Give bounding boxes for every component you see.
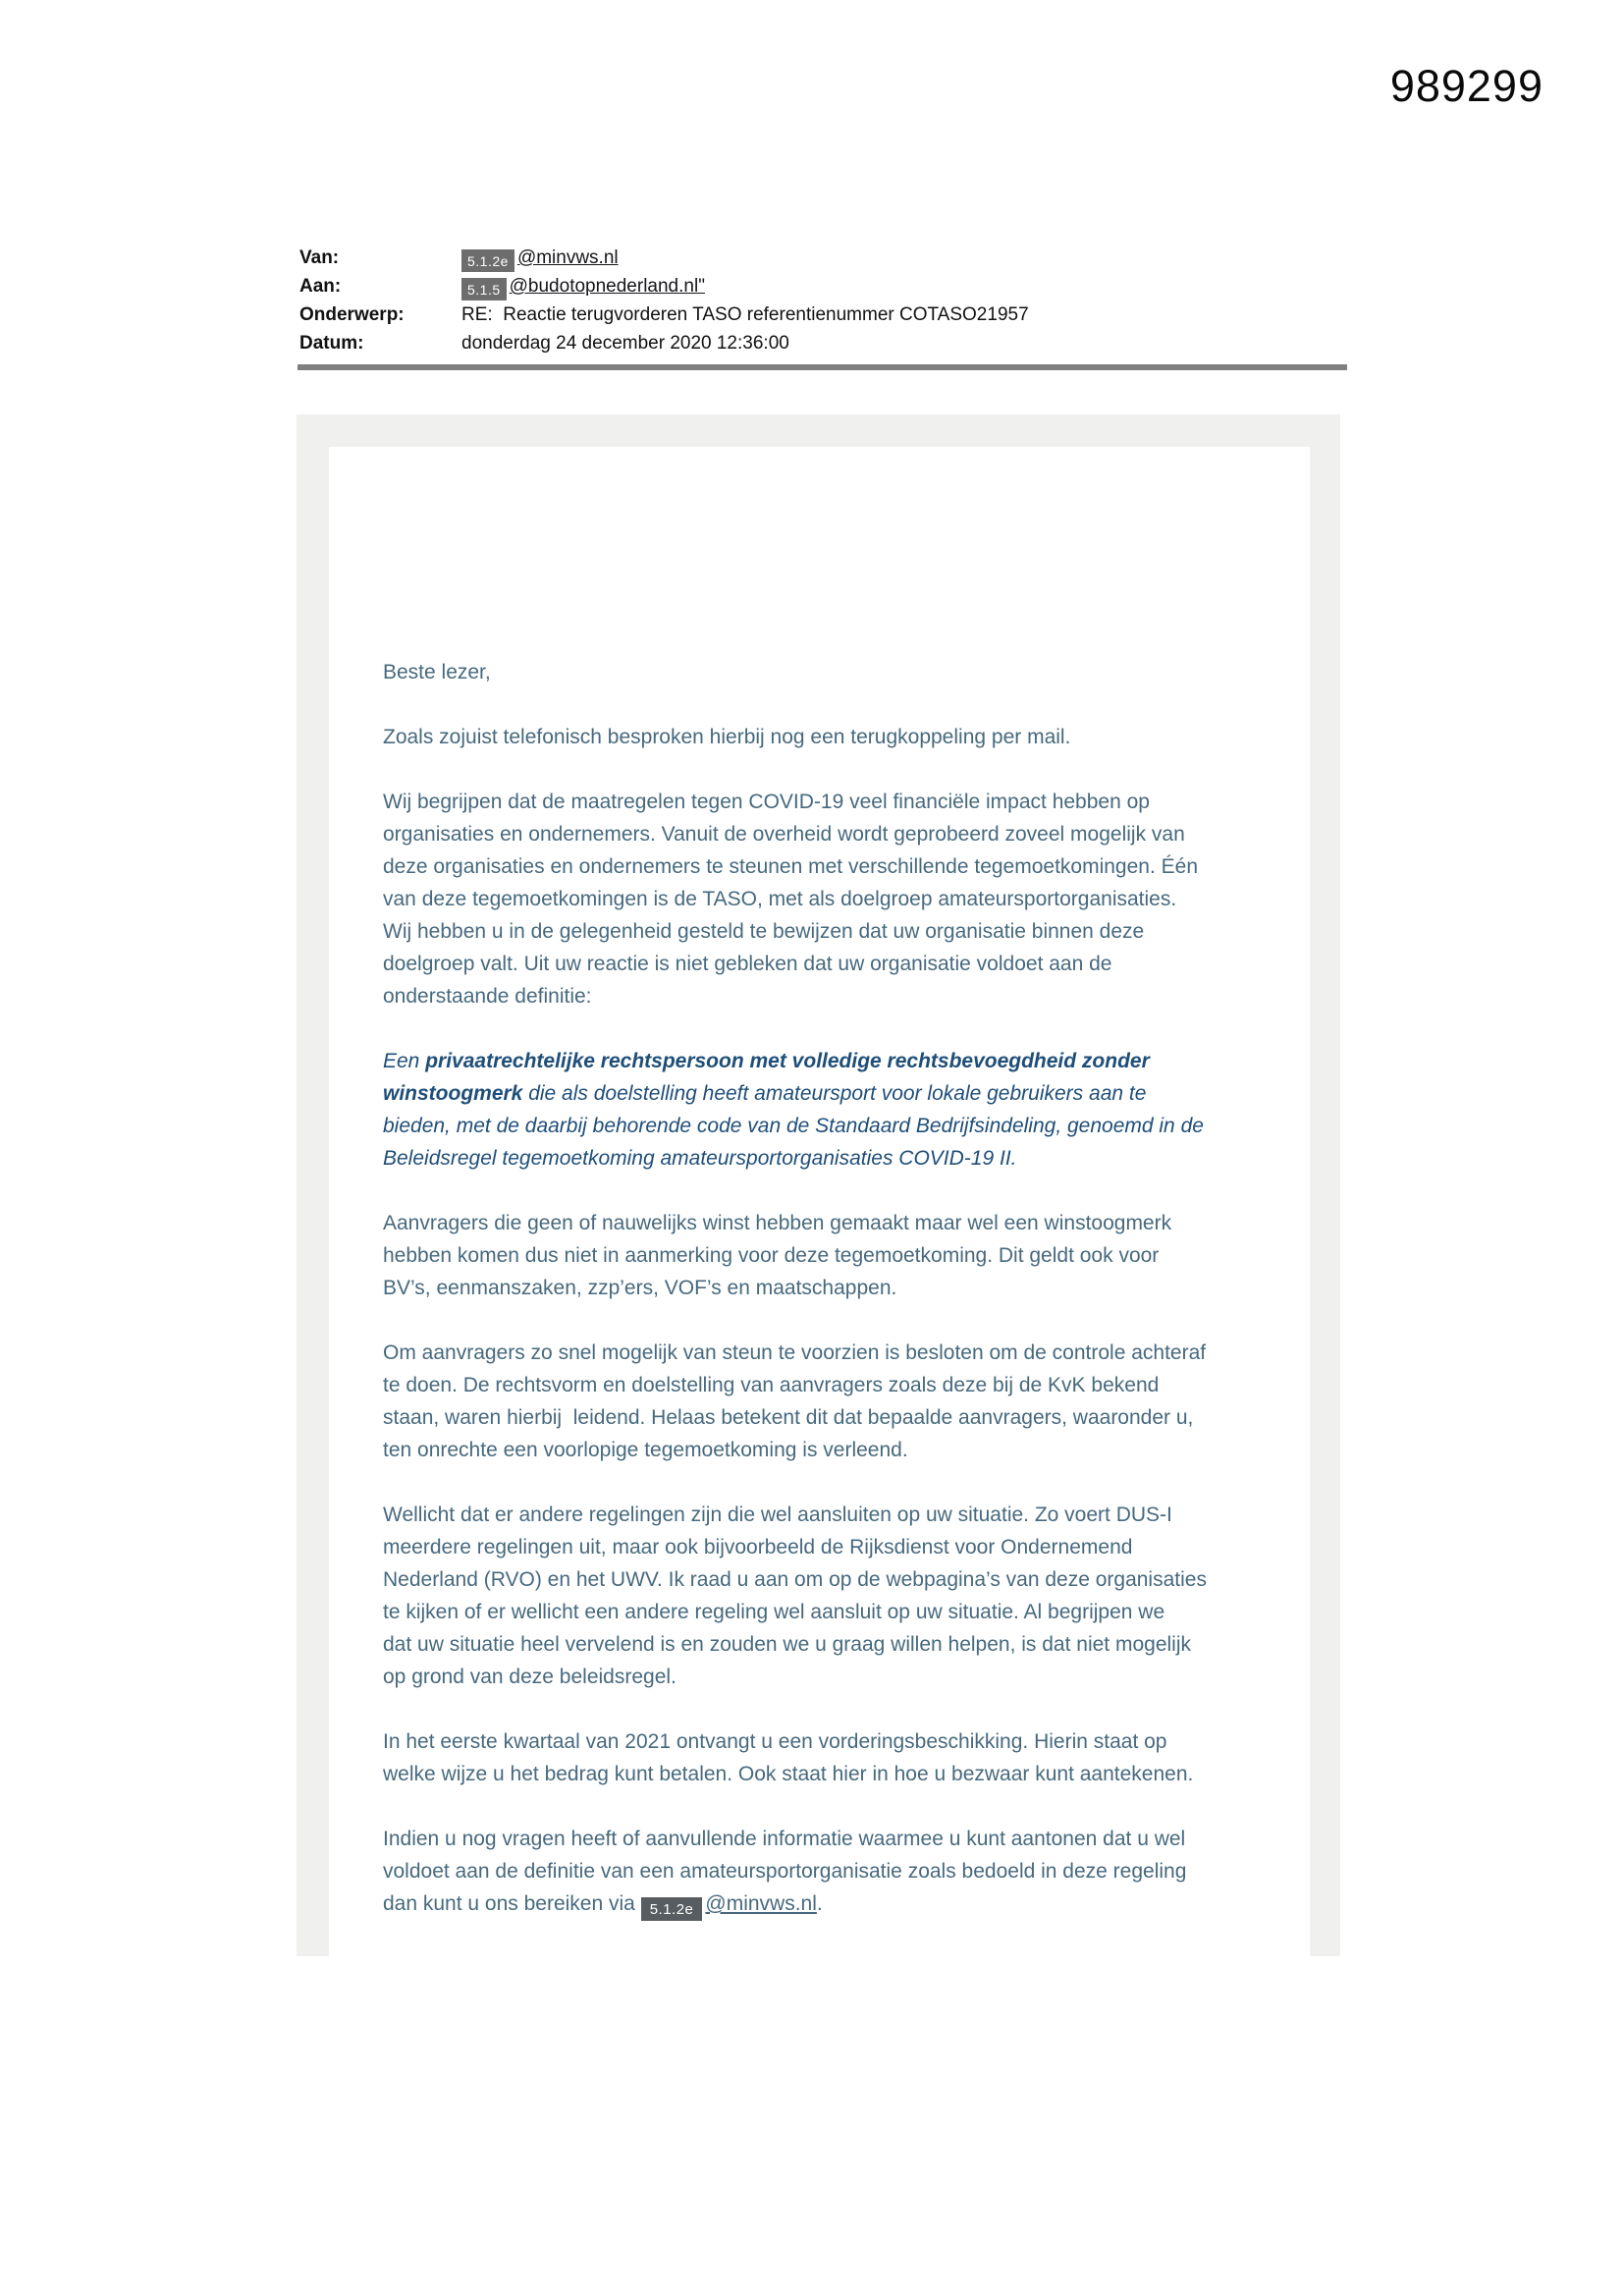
body-line [383, 1142, 1310, 1175]
body-text: op grond van deze beleidsregel. [383, 1666, 677, 1688]
body-line [383, 1758, 1310, 1790]
body-paragraph [383, 656, 1310, 688]
body-paragraph [383, 1045, 1310, 1175]
email-page [329, 447, 1310, 1956]
header-value [461, 304, 1029, 326]
body-line [383, 1661, 1310, 1693]
body-text: . [816, 1892, 823, 1915]
body-text: ten onrechte een voorlopige tegemoetkoming is verleend. [383, 1439, 908, 1461]
header-label: Van: [299, 247, 340, 268]
body-text: RE: Reactie terugvorderen TASO referentienummer COTASO21957 [461, 304, 1029, 325]
body-text: dat uw situatie heel vervelend is en zouden we u graag willen helpen, is dat niet mogelijk [383, 1633, 1191, 1656]
body-text: dan kunt u ons bereiken via [383, 1892, 641, 1915]
body-line [383, 818, 1310, 850]
body-line [383, 656, 1310, 688]
header-label: Aan: [299, 276, 342, 297]
body-paragraph [383, 1823, 1310, 1921]
body-line [383, 1045, 1310, 1077]
header-value [461, 276, 705, 301]
header-label: Onderwerp: [299, 304, 405, 325]
body-text: te doen. De rechtsvorm en doelstelling van aanvragers zoals deze bij de KvK bekend [383, 1374, 1160, 1396]
body-text: Wij hebben u in de gelegenheid gesteld te bewijzen dat uw organisatie binnen deze [383, 920, 1145, 943]
body-line [383, 1369, 1310, 1401]
body-text: doelgroep valt. Uit uw reactie is niet gebleken dat uw organisatie voldoet aan de [383, 953, 1112, 975]
body-line [383, 1628, 1310, 1661]
body-text: meerdere regelingen uit, maar ook bijvoorbeeld de Rijksdienst voor Ondernemend [383, 1536, 1133, 1558]
body-paragraph [383, 1725, 1310, 1790]
doc-number: 989299 [1389, 61, 1543, 111]
body-text: deze organisaties en ondernemers te steunen met verschillende tegemoetkomingen. Één [383, 855, 1199, 878]
email-content-frame [297, 414, 1340, 1956]
body-line [383, 1596, 1310, 1628]
body-line [383, 948, 1310, 980]
email-link[interactable]: @budotopnederland.nl" [509, 276, 705, 297]
body-text: hebben komen dus niet in aanmerking voor deze tegemoetkoming. Dit geldt ook voor [383, 1244, 1160, 1267]
body-paragraph [383, 1499, 1310, 1693]
body-text: donderdag 24 december 2020 12:36:00 [461, 333, 789, 354]
body-paragraph [383, 1337, 1310, 1466]
body-text: onderstaande definitie: [383, 985, 592, 1008]
body-text: staan, waren hierbij leidend. Helaas betekent dit dat bepaalde aanvragers, waaronder u, [383, 1406, 1194, 1429]
redaction-box: 5.1.2e [641, 1897, 703, 1921]
header-row [299, 304, 1350, 333]
body-text: Wij begrijpen dat de maatregelen tegen COVID-19 veel financiële impact hebben op [383, 791, 1150, 813]
body-text: Wellicht dat er andere regelingen zijn die wel aansluiten op uw situatie. Zo voert DUS-I [383, 1503, 1172, 1526]
body-text: van deze tegemoetkomingen is de TASO, met als doelgroep amateursportorganisaties. [383, 888, 1177, 910]
body-line [383, 1725, 1310, 1758]
header-divider [298, 364, 1347, 370]
body-line [383, 1531, 1310, 1563]
body-paragraph [383, 721, 1310, 753]
body-line [383, 786, 1310, 818]
body-line [383, 1823, 1310, 1855]
body-line [383, 850, 1310, 883]
header-value [461, 333, 789, 355]
redaction-box: 5.1.5 [461, 278, 507, 301]
body-line [383, 1077, 1310, 1110]
body-line [383, 1401, 1310, 1434]
email-link[interactable]: @minvws.nl [516, 247, 619, 268]
body-text: Zoals zojuist telefonisch besproken hierbij nog een terugkoppeling per mail. [383, 726, 1071, 748]
body-text: BV’s, eenmanszaken, zzp’ers, VOF’s en maatschappen. [383, 1277, 897, 1299]
body-line [383, 1337, 1310, 1369]
body-line [383, 915, 1310, 948]
body-line [383, 883, 1310, 915]
header-row [299, 333, 1350, 361]
body-text: te kijken of er wellicht een andere regeling wel aansluit op uw situatie. Al begrijpen we [383, 1601, 1165, 1623]
body-line [383, 1855, 1310, 1887]
email-link[interactable]: @minvws.nl [705, 1892, 817, 1915]
body-line [383, 1434, 1310, 1466]
body-line [383, 721, 1310, 753]
definition-text: Een [383, 1050, 426, 1072]
body-line [383, 1887, 1310, 1921]
definition-text: Beleidsregel tegemoetkoming amateursportorganisaties COVID-19 II. [383, 1147, 1017, 1170]
header-label: Datum: [299, 333, 364, 354]
body-text: organisaties en ondernemers. Vanuit de overheid wordt geprobeerd zoveel mogelijk van [383, 823, 1185, 846]
definition-text-bold: winstoogmerk [383, 1082, 523, 1105]
body-text: Indien u nog vragen heeft of aanvullende informatie waarmee u kunt aantonen dat u wel [383, 1828, 1186, 1850]
body-line [383, 1272, 1310, 1304]
definition-text-bold: privaatrechtelijke rechtspersoon met volledige rechtsbevoegdheid zonder [425, 1050, 1150, 1072]
header-value [461, 247, 619, 272]
email-header [299, 247, 1350, 361]
body-line [383, 1499, 1310, 1531]
body-text: welke wijze u het bedrag kunt betalen. Ook staat hier in hoe u bezwaar kunt aantekenen. [383, 1763, 1194, 1785]
body-text: In het eerste kwartaal van 2021 ontvangt u een vorderingsbeschikking. Hierin staat op [383, 1730, 1167, 1753]
redaction-box: 5.1.2e [461, 249, 514, 272]
body-text: Beste lezer, [383, 661, 491, 683]
body-text: Om aanvragers zo snel mogelijk van steun te voorzien is besloten om de controle achteraf [383, 1341, 1207, 1364]
definition-text: bieden, met de daarbij behorende code van de Standaard Bedrijfsindeling, genoemd in de [383, 1115, 1204, 1137]
header-row [299, 276, 1350, 304]
body-text: voldoet aan de definitie van een amateursportorganisatie zoals bedoeld in deze regeling [383, 1860, 1187, 1883]
email-body [383, 656, 1310, 1953]
body-line [383, 1563, 1310, 1596]
definition-text: die als doelstelling heeft amateursport voor lokale gebruikers aan te [522, 1082, 1147, 1105]
body-text: Aanvragers die geen of nauwelijks winst hebben gemaakt maar wel een winstoogmerk [383, 1212, 1172, 1234]
body-line [383, 980, 1310, 1012]
header-row [299, 247, 1350, 276]
body-text: Nederland (RVO) en het UWV. Ik raad u aan om op de webpagina’s van deze organisaties [383, 1568, 1207, 1591]
body-paragraph [383, 786, 1310, 1012]
body-line [383, 1207, 1310, 1239]
body-paragraph [383, 1207, 1310, 1304]
body-line [383, 1239, 1310, 1272]
body-line [383, 1110, 1310, 1142]
